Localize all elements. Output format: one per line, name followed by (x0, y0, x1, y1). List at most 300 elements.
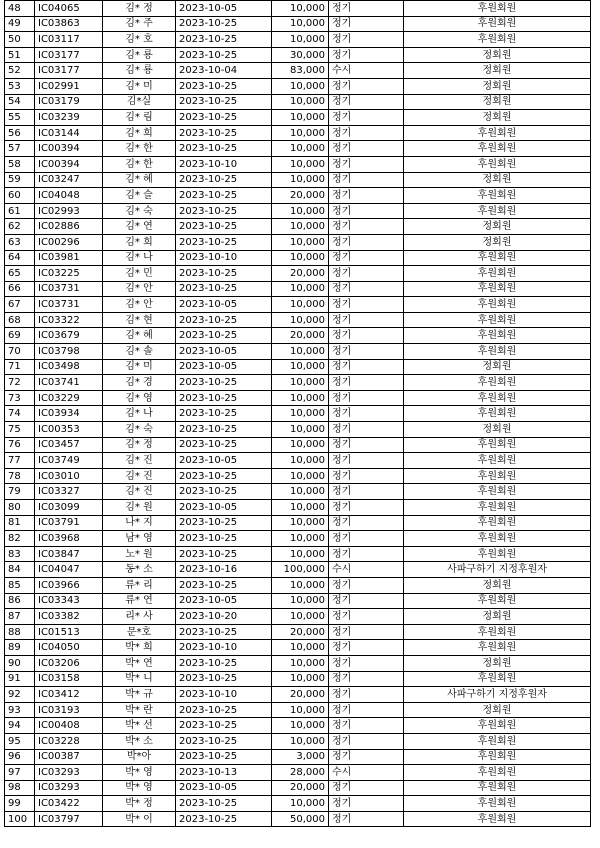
donation-amount: 10,000 (272, 515, 329, 531)
donation-type: 정기 (329, 453, 404, 469)
table-row (5, 266, 591, 282)
donation-date: 2023-10-25 (176, 78, 272, 94)
donation-amount: 10,000 (272, 16, 329, 32)
donor-name: 김* 룡 (103, 47, 176, 63)
donor-table (4, 0, 591, 827)
member-category: 후원회원 (404, 515, 591, 531)
donation-type: 정기 (329, 577, 404, 593)
donation-amount: 10,000 (272, 468, 329, 484)
member-category: 후원회원 (404, 16, 591, 32)
donor-name: 김* 영 (103, 390, 176, 406)
table-row (5, 671, 591, 687)
donation-type: 정기 (329, 141, 404, 157)
row-number: 92 (5, 687, 35, 703)
donor-name: 동* 소 (103, 562, 176, 578)
member-category: 정회원 (404, 702, 591, 718)
donation-amount: 10,000 (272, 344, 329, 360)
donor-name: 김*실 (103, 94, 176, 110)
row-number: 97 (5, 765, 35, 781)
member-category: 후원회원 (404, 733, 591, 749)
member-category: 후원회원 (404, 125, 591, 141)
donation-date: 2023-10-13 (176, 765, 272, 781)
member-category: 후원회원 (404, 500, 591, 516)
table-row (5, 468, 591, 484)
donor-name: 박* 연 (103, 655, 176, 671)
row-number: 87 (5, 609, 35, 625)
donation-amount: 10,000 (272, 219, 329, 235)
member-category: 정회원 (404, 172, 591, 188)
table-row (5, 437, 591, 453)
donation-date: 2023-10-25 (176, 188, 272, 204)
donation-date: 2023-10-04 (176, 63, 272, 79)
member-category: 후원회원 (404, 671, 591, 687)
donation-date: 2023-10-10 (176, 640, 272, 656)
donation-date: 2023-10-25 (176, 328, 272, 344)
member-category: 정회원 (404, 94, 591, 110)
donation-type: 정기 (329, 733, 404, 749)
row-number: 75 (5, 422, 35, 438)
member-category: 후원회원 (404, 437, 591, 453)
donation-amount: 10,000 (272, 297, 329, 313)
member-category: 후원회원 (404, 141, 591, 157)
member-id: IC03229 (35, 390, 103, 406)
member-category: 후원회원 (404, 203, 591, 219)
member-id: IC03749 (35, 453, 103, 469)
donor-name: 김* 솔 (103, 344, 176, 360)
donation-type: 정기 (329, 281, 404, 297)
row-number: 94 (5, 718, 35, 734)
donor-name: 김* 혜 (103, 328, 176, 344)
member-id: IC03247 (35, 172, 103, 188)
donation-date: 2023-10-25 (176, 125, 272, 141)
donation-type: 정기 (329, 655, 404, 671)
table-row (5, 780, 591, 796)
table-row (5, 125, 591, 141)
table-row (5, 359, 591, 375)
donor-name: 김* 현 (103, 312, 176, 328)
member-id: IC03117 (35, 32, 103, 48)
row-number: 56 (5, 125, 35, 141)
member-category: 정회원 (404, 63, 591, 79)
member-category: 후원회원 (404, 546, 591, 562)
member-id: IC03791 (35, 515, 103, 531)
table-row (5, 203, 591, 219)
donation-type: 정기 (329, 188, 404, 204)
member-category: 후원회원 (404, 312, 591, 328)
row-number: 64 (5, 250, 35, 266)
donation-amount: 10,000 (272, 94, 329, 110)
row-number: 83 (5, 546, 35, 562)
table-row (5, 312, 591, 328)
donation-amount: 50,000 (272, 811, 329, 827)
member-id: IC03322 (35, 312, 103, 328)
donation-date: 2023-10-25 (176, 375, 272, 391)
donation-date: 2023-10-05 (176, 780, 272, 796)
donation-amount: 10,000 (272, 125, 329, 141)
donor-name: 김* 진 (103, 453, 176, 469)
donation-amount: 10,000 (272, 546, 329, 562)
donation-amount: 10,000 (272, 32, 329, 48)
donor-name: 박* 이 (103, 811, 176, 827)
donor-name: 김* 안 (103, 297, 176, 313)
donation-amount: 10,000 (272, 671, 329, 687)
donor-name: 김* 주 (103, 16, 176, 32)
table-row (5, 500, 591, 516)
member-category: 후원회원 (404, 640, 591, 656)
table-row (5, 655, 591, 671)
member-category: 후원회원 (404, 1, 591, 17)
member-id: IC03863 (35, 16, 103, 32)
donor-name: 김* 혜 (103, 172, 176, 188)
donor-name: 박* 니 (103, 671, 176, 687)
member-id: IC03177 (35, 47, 103, 63)
member-category: 정회원 (404, 359, 591, 375)
member-id: IC03422 (35, 796, 103, 812)
row-number: 73 (5, 390, 35, 406)
member-category: 정회원 (404, 422, 591, 438)
row-number: 54 (5, 94, 35, 110)
member-category: 후원회원 (404, 406, 591, 422)
member-id: IC03498 (35, 359, 103, 375)
member-category: 후원회원 (404, 390, 591, 406)
donation-type: 정기 (329, 47, 404, 63)
member-id: IC03457 (35, 437, 103, 453)
member-category: 후원회원 (404, 765, 591, 781)
donation-date: 2023-10-25 (176, 671, 272, 687)
row-number: 62 (5, 219, 35, 235)
member-id: IC00408 (35, 718, 103, 734)
row-number: 89 (5, 640, 35, 656)
donor-table-body (5, 1, 591, 827)
donation-type: 정기 (329, 344, 404, 360)
row-number: 69 (5, 328, 35, 344)
donation-amount: 10,000 (272, 796, 329, 812)
table-row (5, 733, 591, 749)
member-category: 후원회원 (404, 281, 591, 297)
member-id: IC00296 (35, 234, 103, 250)
donation-type: 정기 (329, 640, 404, 656)
donation-date: 2023-10-16 (176, 562, 272, 578)
donation-type: 정기 (329, 266, 404, 282)
donation-amount: 20,000 (272, 780, 329, 796)
member-category: 후원회원 (404, 156, 591, 172)
member-id: IC03228 (35, 733, 103, 749)
donation-type: 수시 (329, 562, 404, 578)
member-id: IC03741 (35, 375, 103, 391)
donation-amount: 10,000 (272, 250, 329, 266)
row-number: 88 (5, 624, 35, 640)
donation-date: 2023-10-05 (176, 297, 272, 313)
donation-date: 2023-10-25 (176, 94, 272, 110)
donation-amount: 20,000 (272, 328, 329, 344)
row-number: 90 (5, 655, 35, 671)
donation-type: 정기 (329, 250, 404, 266)
row-number: 96 (5, 749, 35, 765)
table-row (5, 78, 591, 94)
donation-date: 2023-10-25 (176, 234, 272, 250)
donor-name: 김* 경 (103, 375, 176, 391)
donor-name: 리* 사 (103, 609, 176, 625)
table-row (5, 749, 591, 765)
member-category: 후원회원 (404, 250, 591, 266)
donation-type: 정기 (329, 359, 404, 375)
member-id: IC03158 (35, 671, 103, 687)
donation-amount: 10,000 (272, 203, 329, 219)
donation-date: 2023-10-05 (176, 344, 272, 360)
donation-type: 정기 (329, 297, 404, 313)
donation-date: 2023-10-25 (176, 219, 272, 235)
donation-date: 2023-10-25 (176, 312, 272, 328)
donation-type: 정기 (329, 811, 404, 827)
donor-name: 노* 원 (103, 546, 176, 562)
donation-date: 2023-10-25 (176, 468, 272, 484)
member-id: IC03981 (35, 250, 103, 266)
donation-date: 2023-10-25 (176, 702, 272, 718)
table-row (5, 531, 591, 547)
donor-name: 김* 나 (103, 406, 176, 422)
donor-name: 박* 영 (103, 780, 176, 796)
donation-date: 2023-10-25 (176, 718, 272, 734)
donation-type: 정기 (329, 422, 404, 438)
donation-date: 2023-10-25 (176, 577, 272, 593)
donation-type: 정기 (329, 437, 404, 453)
donation-type: 정기 (329, 312, 404, 328)
member-id: IC03193 (35, 702, 103, 718)
member-id: IC03144 (35, 125, 103, 141)
donation-date: 2023-10-25 (176, 203, 272, 219)
row-number: 48 (5, 1, 35, 17)
table-row (5, 94, 591, 110)
table-row (5, 250, 591, 266)
member-id: IC02886 (35, 219, 103, 235)
donor-name: 김* 희 (103, 125, 176, 141)
donation-date: 2023-10-25 (176, 16, 272, 32)
donation-amount: 3,000 (272, 749, 329, 765)
donation-type: 정기 (329, 515, 404, 531)
donation-type: 정기 (329, 156, 404, 172)
member-category: 후원회원 (404, 796, 591, 812)
donation-amount: 28,000 (272, 765, 329, 781)
donation-date: 2023-10-20 (176, 609, 272, 625)
table-row (5, 609, 591, 625)
donation-type: 정기 (329, 624, 404, 640)
donor-name: 박* 소 (103, 733, 176, 749)
member-id: IC04047 (35, 562, 103, 578)
donor-name: 박* 정 (103, 796, 176, 812)
donation-type: 정기 (329, 484, 404, 500)
row-number: 77 (5, 453, 35, 469)
donation-date: 2023-10-25 (176, 749, 272, 765)
member-id: IC00353 (35, 422, 103, 438)
donation-date: 2023-10-10 (176, 250, 272, 266)
donation-amount: 10,000 (272, 156, 329, 172)
member-category: 후원회원 (404, 749, 591, 765)
row-number: 82 (5, 531, 35, 547)
row-number: 70 (5, 344, 35, 360)
member-id: IC00387 (35, 749, 103, 765)
donation-amount: 20,000 (272, 687, 329, 703)
donation-amount: 10,000 (272, 406, 329, 422)
donor-name: 류* 리 (103, 577, 176, 593)
row-number: 100 (5, 811, 35, 827)
table-row (5, 234, 591, 250)
member-category: 정회원 (404, 219, 591, 235)
donation-date: 2023-10-25 (176, 141, 272, 157)
row-number: 98 (5, 780, 35, 796)
donation-type: 정기 (329, 16, 404, 32)
donation-date: 2023-10-25 (176, 624, 272, 640)
member-id: IC03797 (35, 811, 103, 827)
member-id: IC03847 (35, 546, 103, 562)
row-number: 53 (5, 78, 35, 94)
donation-date: 2023-10-25 (176, 811, 272, 827)
member-id: IC03327 (35, 484, 103, 500)
member-category: 사파구하기 지정후원자 (404, 687, 591, 703)
member-id: IC03293 (35, 780, 103, 796)
row-number: 49 (5, 16, 35, 32)
member-category: 정회원 (404, 110, 591, 126)
row-number: 51 (5, 47, 35, 63)
donation-date: 2023-10-25 (176, 422, 272, 438)
donor-name: 김* 림 (103, 110, 176, 126)
donation-amount: 100,000 (272, 562, 329, 578)
row-number: 86 (5, 593, 35, 609)
member-id: IC03731 (35, 281, 103, 297)
donor-name: 김* 진 (103, 484, 176, 500)
table-row (5, 702, 591, 718)
member-id: IC03010 (35, 468, 103, 484)
row-number: 67 (5, 297, 35, 313)
donation-type: 정기 (329, 234, 404, 250)
donor-name: 박* 규 (103, 687, 176, 703)
donation-amount: 10,000 (272, 453, 329, 469)
donor-name: 김* 안 (103, 281, 176, 297)
donor-name: 김* 한 (103, 141, 176, 157)
donation-date: 2023-10-25 (176, 515, 272, 531)
table-row (5, 811, 591, 827)
member-category: 후원회원 (404, 811, 591, 827)
donor-name: 박*아 (103, 749, 176, 765)
table-row (5, 562, 591, 578)
donor-name: 문*호 (103, 624, 176, 640)
donor-name: 김* 나 (103, 250, 176, 266)
donation-amount: 10,000 (272, 593, 329, 609)
donation-type: 정기 (329, 546, 404, 562)
table-row (5, 63, 591, 79)
donation-type: 정기 (329, 78, 404, 94)
donation-amount: 30,000 (272, 47, 329, 63)
member-id: IC04065 (35, 1, 103, 17)
member-category: 후원회원 (404, 375, 591, 391)
member-id: IC03179 (35, 94, 103, 110)
table-row (5, 406, 591, 422)
table-row (5, 219, 591, 235)
donation-date: 2023-10-05 (176, 1, 272, 17)
row-number: 80 (5, 500, 35, 516)
donor-name: 김* 호 (103, 32, 176, 48)
donor-name: 김* 한 (103, 156, 176, 172)
row-number: 57 (5, 141, 35, 157)
member-category: 정회원 (404, 655, 591, 671)
member-category: 후원회원 (404, 718, 591, 734)
table-row (5, 546, 591, 562)
donation-type: 정기 (329, 671, 404, 687)
table-row (5, 593, 591, 609)
donation-date: 2023-10-25 (176, 32, 272, 48)
donation-type: 정기 (329, 172, 404, 188)
member-category: 후원회원 (404, 468, 591, 484)
donor-name: 김* 희 (103, 234, 176, 250)
donation-type: 정기 (329, 110, 404, 126)
donation-type: 정기 (329, 500, 404, 516)
member-category: 후원회원 (404, 188, 591, 204)
member-id: IC03343 (35, 593, 103, 609)
member-category: 후원회원 (404, 344, 591, 360)
donor-name: 김* 숙 (103, 422, 176, 438)
donation-amount: 10,000 (272, 172, 329, 188)
donor-name: 박* 희 (103, 640, 176, 656)
member-id: IC03382 (35, 609, 103, 625)
member-id: IC03968 (35, 531, 103, 547)
member-id: IC04050 (35, 640, 103, 656)
donation-date: 2023-10-25 (176, 546, 272, 562)
donation-type: 정기 (329, 593, 404, 609)
donation-type: 정기 (329, 687, 404, 703)
table-row (5, 47, 591, 63)
donation-date: 2023-10-25 (176, 266, 272, 282)
row-number: 68 (5, 312, 35, 328)
member-id: IC03679 (35, 328, 103, 344)
donation-date: 2023-10-25 (176, 796, 272, 812)
donation-date: 2023-10-25 (176, 437, 272, 453)
member-category: 정회원 (404, 577, 591, 593)
donation-date: 2023-10-25 (176, 733, 272, 749)
donation-amount: 20,000 (272, 266, 329, 282)
donor-name: 류* 연 (103, 593, 176, 609)
donation-type: 정기 (329, 796, 404, 812)
row-number: 52 (5, 63, 35, 79)
table-row (5, 32, 591, 48)
table-row (5, 375, 591, 391)
donor-name: 김* 정 (103, 437, 176, 453)
member-id: IC03412 (35, 687, 103, 703)
donor-name: 김* 민 (103, 266, 176, 282)
member-id: IC03099 (35, 500, 103, 516)
row-number: 55 (5, 110, 35, 126)
member-category: 후원회원 (404, 624, 591, 640)
table-row (5, 16, 591, 32)
donor-name: 김* 숙 (103, 203, 176, 219)
donation-date: 2023-10-25 (176, 531, 272, 547)
row-number: 66 (5, 281, 35, 297)
member-id: IC00394 (35, 141, 103, 157)
donation-date: 2023-10-25 (176, 110, 272, 126)
table-row (5, 156, 591, 172)
row-number: 85 (5, 577, 35, 593)
donation-type: 정기 (329, 468, 404, 484)
donation-amount: 20,000 (272, 624, 329, 640)
donation-type: 정기 (329, 531, 404, 547)
donation-amount: 10,000 (272, 375, 329, 391)
member-id: IC00394 (35, 156, 103, 172)
table-row (5, 1, 591, 17)
donor-name: 김* 미 (103, 78, 176, 94)
member-category: 후원회원 (404, 780, 591, 796)
donor-name: 김* 슬 (103, 188, 176, 204)
donation-amount: 10,000 (272, 577, 329, 593)
donation-type: 정기 (329, 406, 404, 422)
donation-date: 2023-10-05 (176, 593, 272, 609)
